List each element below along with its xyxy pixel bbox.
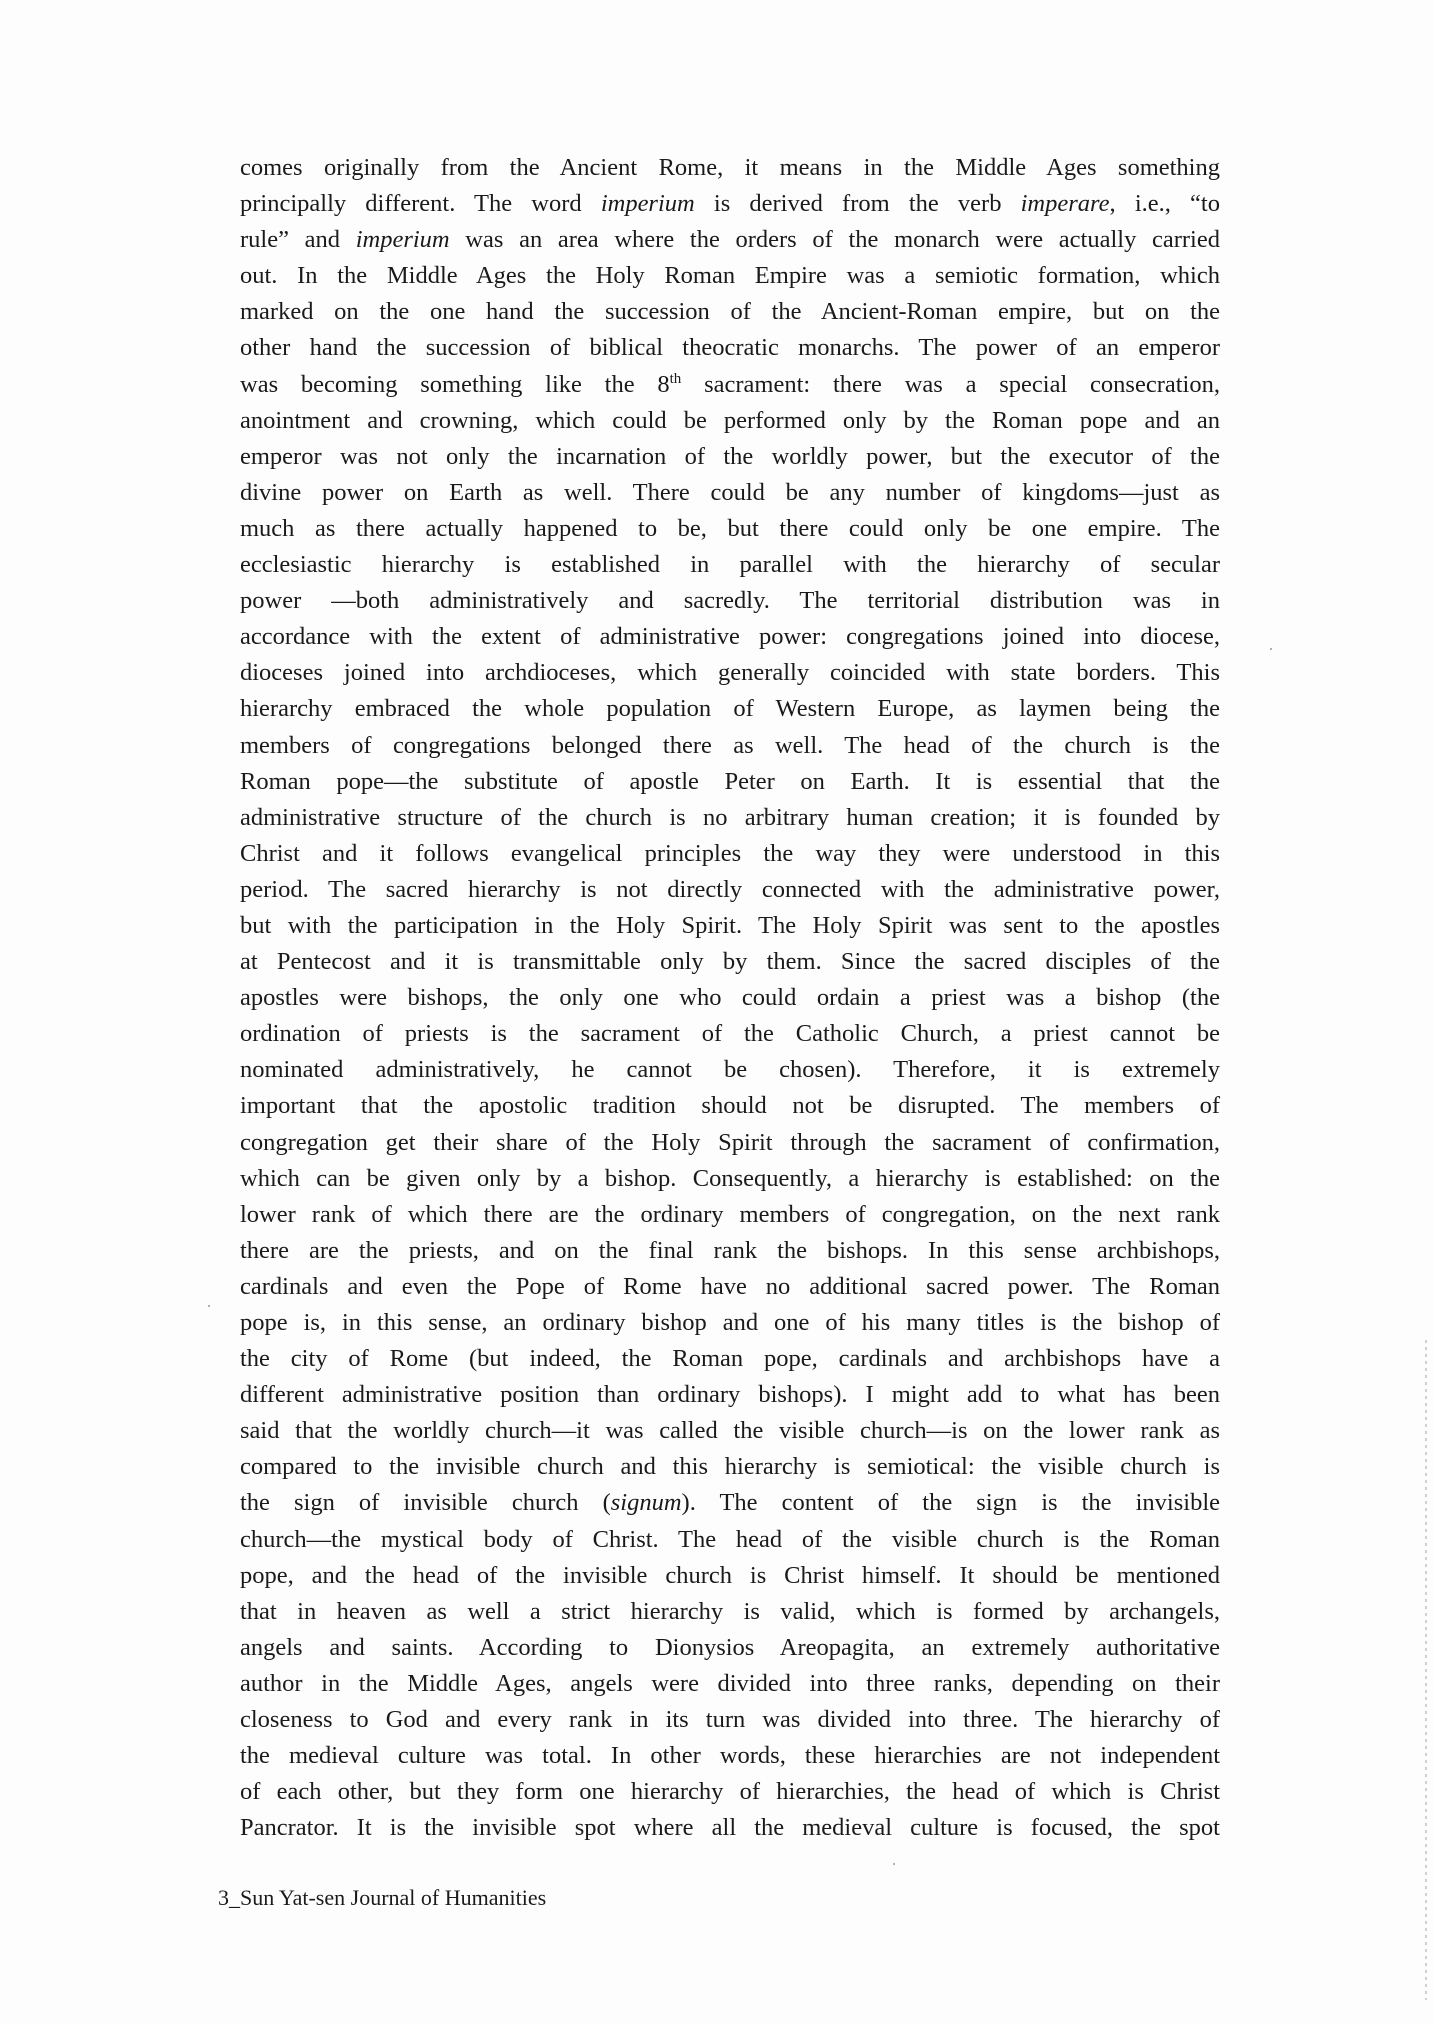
text-line: out. In the Middle Ages the Holy Roman Empire was a semiotic formation, which — [240, 262, 1220, 290]
body-text — [240, 150, 1220, 1846]
text-line: much as there actually happened to be, but there could only be one empire. The — [240, 514, 1220, 542]
scan-speck — [208, 1305, 210, 1307]
text-line: ecclesiastic hierarchy is established in parallel with the hierarchy of secular — [240, 551, 1220, 579]
text-line: dioceses joined into archdioceses, which generally coincided with state borders. This — [240, 659, 1220, 687]
scan-edge-artifact — [1425, 1340, 1427, 2000]
text-line: apostles were bishops, the only one who could ordain a priest was a bishop (the — [240, 984, 1220, 1012]
text-line: ordination of priests is the sacrament of the Catholic Church, a priest cannot be — [240, 1020, 1220, 1048]
page-footer: 3_Sun Yat-sen Journal of Humanities — [218, 1885, 547, 1910]
text-line: which can be given only by a bishop. Consequently, a hierarchy is established: on the — [240, 1164, 1220, 1192]
text-line: Roman pope—the substitute of apostle Peter on Earth. It is essential that the — [240, 767, 1220, 795]
text-line: cardinals and even the Pope of Rome have no additional sacred power. The Roman — [240, 1272, 1220, 1300]
text-line: pope is, in this sense, an ordinary bishop and one of his many titles is the bishop of — [240, 1309, 1220, 1336]
text-line: pope, and the head of the invisible church is Christ himself. It should be mentioned — [240, 1561, 1220, 1589]
text-line: members of congregations belonged there as well. The head of the church is the — [240, 731, 1220, 759]
text-line: closeness to God and every rank in its turn was divided into three. The hierarchy of — [240, 1706, 1220, 1734]
text-line: comes originally from the Ancient Rome, it means in the Middle Ages something — [240, 154, 1220, 181]
text-line: administrative structure of the church is no arbitrary human creation; it is founded by — [240, 803, 1220, 831]
scan-speck — [893, 1863, 895, 1865]
text-line: marked on the one hand the succession of the Ancient-Roman empire, but on the — [240, 298, 1220, 326]
text-line: lower rank of which there are the ordinary members of congregation, on the next rank — [240, 1200, 1220, 1228]
text-line: angels and saints. According to Dionysios Areopagita, an extremely authoritative — [240, 1633, 1220, 1661]
text-line: author in the Middle Ages, angels were divided into three ranks, depending on their — [240, 1669, 1220, 1697]
text-line: of each other, but they form one hierarchy of hierarchies, the head of which is Christ — [240, 1778, 1220, 1806]
text-line: hierarchy embraced the whole population of Western Europe, as laymen being the — [240, 695, 1220, 723]
text-line: congregation get their share of the Holy Spirit through the sacrament of confirmation, — [240, 1128, 1220, 1156]
text-line: church—the mystical body of Christ. The head of the visible church is the Roman — [240, 1525, 1220, 1553]
text-line: the sign of invisible church (signum). The content of the sign is the invisible — [240, 1489, 1220, 1517]
text-line: that in heaven as well a strict hierarchy is valid, which is formed by archangels, — [240, 1597, 1220, 1625]
text-line: Pancrator. It is the invisible spot where all the medieval culture is focused, the spot — [240, 1814, 1220, 1842]
text-line: was becoming something like the 8th sacrament: there was a special consecration, — [240, 370, 1220, 398]
text-line: accordance with the extent of administrative power: congregations joined into diocese, — [240, 623, 1220, 651]
text-line: there are the priests, and on the final rank the bishops. In this sense archbishops, — [240, 1236, 1220, 1264]
text-line: nominated administratively, he cannot be chosen). Therefore, it is extremely — [240, 1056, 1220, 1084]
text-line: power —both administratively and sacredly. The territorial distribution was in — [240, 587, 1220, 615]
text-line: principally different. The word imperium is derived from the verb imperare, i.e., “to — [240, 190, 1220, 218]
text-line: Christ and it follows evangelical principles the way they were understood in this — [240, 839, 1220, 867]
text-line: important that the apostolic tradition should not be disrupted. The members of — [240, 1092, 1220, 1120]
text-line: the medieval culture was total. In other words, these hierarchies are not independent — [240, 1742, 1220, 1770]
text-line: anointment and crowning, which could be performed only by the Roman pope and an — [240, 406, 1220, 434]
text-line: but with the participation in the Holy Spirit. The Holy Spirit was sent to the apostles — [240, 911, 1220, 939]
text-line: said that the worldly church—it was called the visible church—is on the lower rank as — [240, 1417, 1220, 1445]
text-line: compared to the invisible church and this hierarchy is semiotical: the visible church is — [240, 1453, 1220, 1481]
text-line: divine power on Earth as well. There could be any number of kingdoms—just as — [240, 478, 1220, 506]
text-line: other hand the succession of biblical theocratic monarchs. The power of an emperor — [240, 334, 1220, 362]
scan-speck — [1270, 648, 1272, 650]
text-line: at Pentecost and it is transmittable only by them. Since the sacred disciples of the — [240, 948, 1220, 976]
text-line: the city of Rome (but indeed, the Roman pope, cardinals and archbishops have a — [240, 1345, 1220, 1373]
text-line: period. The sacred hierarchy is not directly connected with the administrative power, — [240, 875, 1220, 903]
text-line: emperor was not only the incarnation of the worldly power, but the executor of the — [240, 442, 1220, 470]
text-line: rule” and imperium was an area where the orders of the monarch were actually carried — [240, 226, 1220, 254]
text-line: different administrative position than ordinary bishops). I might add to what has been — [240, 1381, 1220, 1409]
